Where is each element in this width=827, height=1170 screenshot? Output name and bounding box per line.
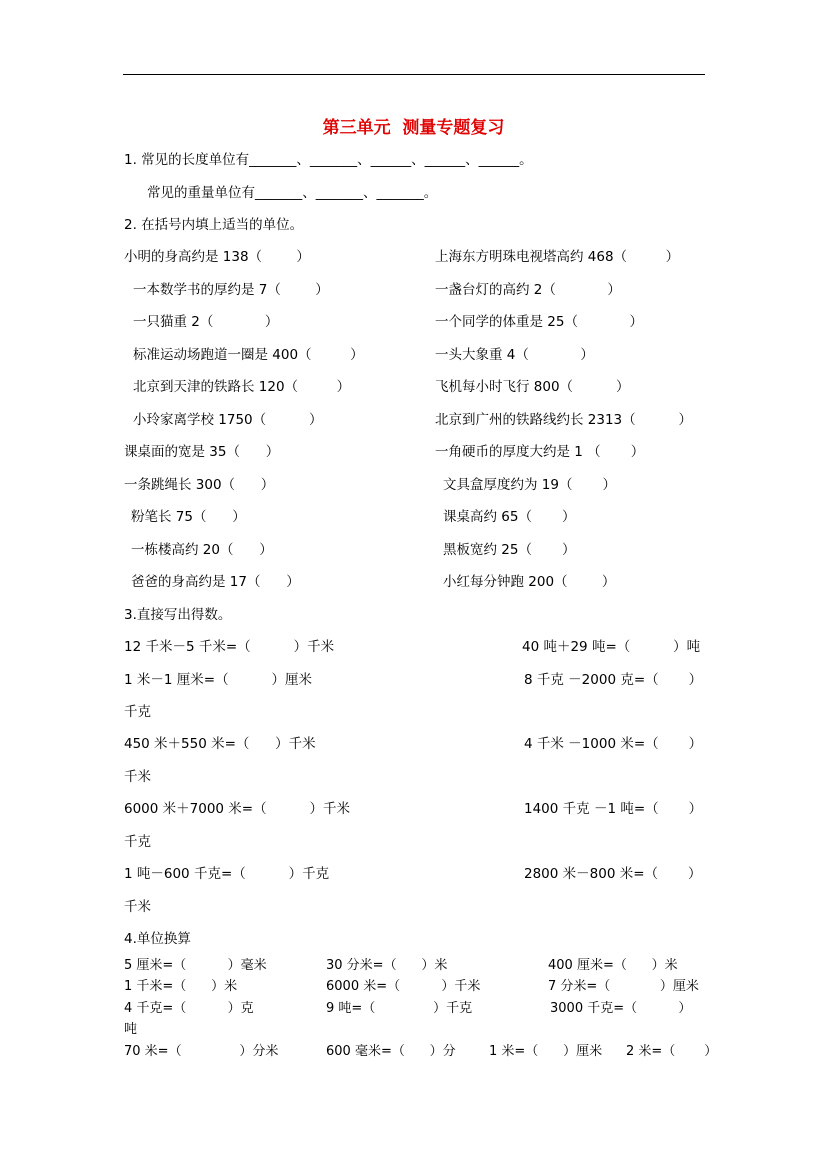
q3-left-item: 450 米＋550 米=（ ）千米 — [124, 736, 316, 752]
q2-left-item: 小明的身高约是 138（ ） — [124, 249, 310, 265]
q3-right-item: 4 千米 －1000 米=（ ） — [524, 736, 703, 752]
q2-left-item: 课桌面的宽是 35（ ） — [124, 444, 280, 460]
q3-wrap-unit: 千克 — [124, 704, 151, 720]
q4-item: 2 米=（ ） — [626, 1044, 718, 1059]
q4-item: 4 千克=（ ）克 — [124, 1001, 254, 1016]
q2-right-item: 黑板宽约 25（ ） — [443, 542, 576, 558]
q3-right-item: 40 吨＋29 吨=（ ）吨 — [522, 639, 701, 655]
q3-left-item: 6000 米＋7000 米=（ ）千米 — [124, 801, 351, 817]
q3-left-item: 12 千米－5 千米=（ ）千米 — [124, 639, 335, 655]
q2-left-item: 一条跳绳长 300（ ） — [124, 477, 275, 493]
q3-left-item: 1 米－1 厘米=（ ）厘米 — [124, 672, 312, 688]
q2-right-item: 飞机每小时飞行 800（ ） — [435, 379, 630, 395]
q4-item: 6000 米=（ ）千米 — [326, 979, 481, 994]
q2-right-item: 一头大象重 4（ ） — [435, 347, 594, 363]
q1-weight-units: 常见的重量单位有_______、_______、_______。 — [147, 185, 438, 201]
q2-right-item: 课桌高约 65（ ） — [443, 509, 576, 525]
q4-item: 7 分米=（ ）厘米 — [548, 979, 699, 994]
q4-item: 30 分米=（ ）米 — [326, 958, 448, 973]
q3-wrap-unit: 千克 — [124, 834, 151, 850]
q4-item: 400 厘米=（ ）米 — [548, 958, 678, 973]
q3-wrap-unit: 千米 — [124, 899, 151, 915]
q4-item: 600 毫米=（ ）分 — [326, 1044, 456, 1059]
q3-right-item: 2800 米－800 米=（ ） — [524, 866, 702, 882]
q3-right-item: 1400 千克 －1 吨=（ ） — [524, 801, 703, 817]
q4-item: 1 米=（ ）厘米 — [489, 1044, 603, 1059]
q1-length-units: 1. 常见的长度单位有_______、_______、______、______、______。 — [124, 152, 533, 168]
q2-right-item: 一个同学的体重是 25（ ） — [435, 314, 643, 330]
header-rule — [123, 74, 705, 75]
q2-right-item: 北京到广州的铁路线约长 2313（ ） — [435, 412, 693, 428]
q2-right-item: 小红每分钟跑 200（ ） — [443, 574, 616, 590]
q2-left-item: 一只猫重 2（ ） — [133, 314, 279, 330]
q4-item: 3000 千克=（ ） — [550, 1001, 692, 1016]
q3-heading: 3.直接写出得数。 — [124, 607, 232, 623]
q3-wrap-unit: 千米 — [124, 769, 151, 785]
q4-item: 9 吨=（ ）千克 — [326, 1001, 473, 1016]
q2-right-item: 文具盒厚度约为 19（ ） — [443, 477, 617, 493]
q2-left-item: 小玲家离学校 1750（ ） — [133, 412, 323, 428]
page-title: 第三单元 测量专题复习 — [322, 118, 505, 138]
q3-right-item: 8 千克 －2000 克=（ ） — [524, 672, 703, 688]
q2-left-item: 一栋楼高约 20（ ） — [131, 542, 273, 558]
q4-item: 5 厘米=（ ）毫米 — [124, 958, 267, 973]
q4-item: 1 千米=（ ）米 — [124, 979, 238, 994]
q2-heading: 2. 在括号内填上适当的单位。 — [124, 217, 304, 233]
q2-right-item: 上海东方明珠电视塔高约 468（ ） — [435, 249, 680, 265]
q2-right-item: 一盏台灯的高约 2（ ） — [435, 282, 621, 298]
q4-wrap-unit: 吨 — [124, 1022, 138, 1037]
q3-left-item: 1 吨－600 千克=（ ）千克 — [124, 866, 330, 882]
q2-right-item: 一角硬币的厚度大约是 1 （ ） — [435, 444, 645, 460]
q2-left-item: 北京到天津的铁路长 120（ ） — [133, 379, 351, 395]
q2-left-item: 爸爸的身高约是 17（ ） — [131, 574, 300, 590]
q2-left-item: 粉笔长 75（ ） — [131, 509, 246, 525]
q2-left-item: 标准运动场跑道一圈是 400（ ） — [133, 347, 364, 363]
q4-item: 70 米=（ ）分米 — [124, 1044, 279, 1059]
q2-left-item: 一本数学书的厚约是 7（ ） — [133, 282, 329, 298]
q4-heading: 4.单位换算 — [124, 931, 191, 947]
